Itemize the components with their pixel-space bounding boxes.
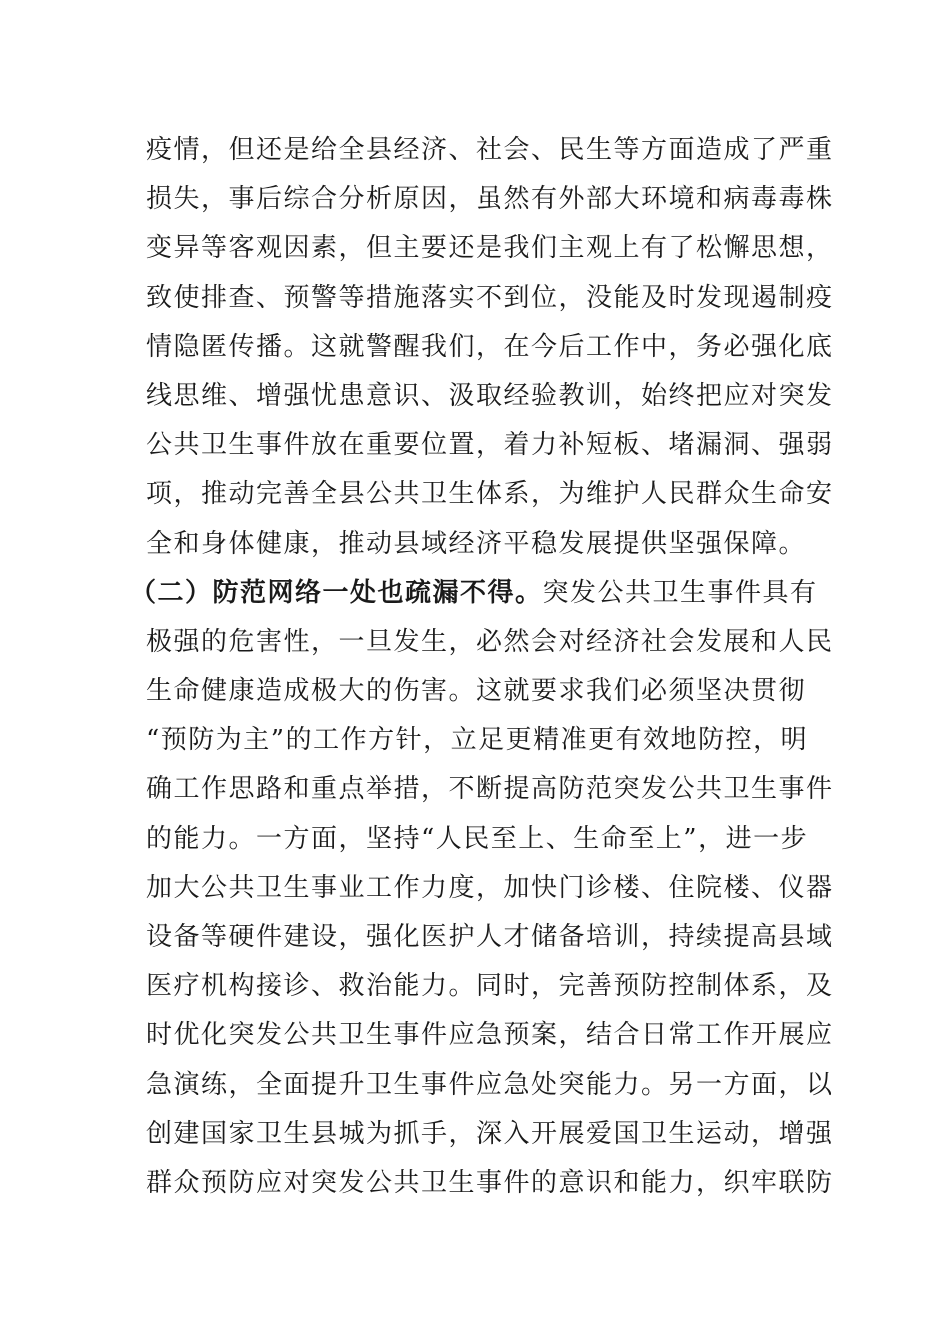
text-line: 创建国家卫生县城为抓手，深入开展爱国卫生运动，增强 bbox=[146, 1118, 834, 1149]
text-line: 项，推动完善全县公共卫生体系，为维护人民群众生命安 bbox=[146, 479, 834, 510]
text-line: 时优化突发公共卫生事件应急预案，结合日常工作开展应 bbox=[146, 1020, 834, 1051]
text-line: 线思维、增强忧患意识、汲取经验教训，始终把应对突发 bbox=[146, 380, 834, 411]
text-line: 的能力。一方面，坚持“人民至上、生命至上”，进一步 bbox=[146, 823, 809, 854]
text-line: 加大公共卫生事业工作力度，加快门诊楼、住院楼、仪器 bbox=[146, 872, 834, 903]
text-line: 变异等客观因素，但主要还是我们主观上有了松懈思想， bbox=[146, 233, 834, 264]
text-line: 医疗机构接诊、救治能力。同时，完善预防控制体系，及 bbox=[146, 971, 834, 1002]
text-line: 公共卫生事件放在重要位置，着力补短板、堵漏洞、强弱 bbox=[146, 430, 834, 461]
text-line: 确工作思路和重点举措，不断提高防范突发公共卫生事件 bbox=[146, 774, 834, 805]
text-line: 损失，事后综合分析原因，虽然有外部大环境和病毒毒株 bbox=[146, 184, 834, 215]
text-line: 急演练，全面提升卫生事件应急处突能力。另一方面，以 bbox=[146, 1069, 834, 1100]
text-line: 疫情，但还是给全县经济、社会、民生等方面造成了严重 bbox=[146, 135, 834, 165]
text-line: 情隐匿传播。这就警醒我们，在今后工作中，务必强化底 bbox=[146, 331, 834, 362]
text-line: 生命健康造成极大的伤害。这就要求我们必须坚决贯彻 bbox=[146, 676, 807, 707]
text-line: “预防为主”的工作方针，立足更精准更有效地防控，明 bbox=[146, 725, 809, 756]
text-line: 全和身体健康，推动县域经济平稳发展提供坚强保障。 bbox=[146, 528, 807, 559]
text-line: 极强的危害性，一旦发生，必然会对经济社会发展和人民 bbox=[146, 626, 834, 657]
section-heading-rest: 突发公共卫生事件具有 bbox=[542, 577, 818, 608]
section-heading: （二）防范网络一处也疏漏不得。 bbox=[130, 577, 543, 608]
section-heading-line bbox=[130, 569, 818, 618]
text-line: 致使排查、预警等措施落实不到位，没能及时发现遏制疫 bbox=[146, 282, 834, 313]
text-line: 设备等硬件建设，强化医护人才储备培训，持续提高县域 bbox=[146, 922, 834, 952]
document-body bbox=[130, 126, 834, 1208]
text-line: 群众预防应对突发公共卫生事件的意识和能力，织牢联防 bbox=[146, 1167, 834, 1198]
